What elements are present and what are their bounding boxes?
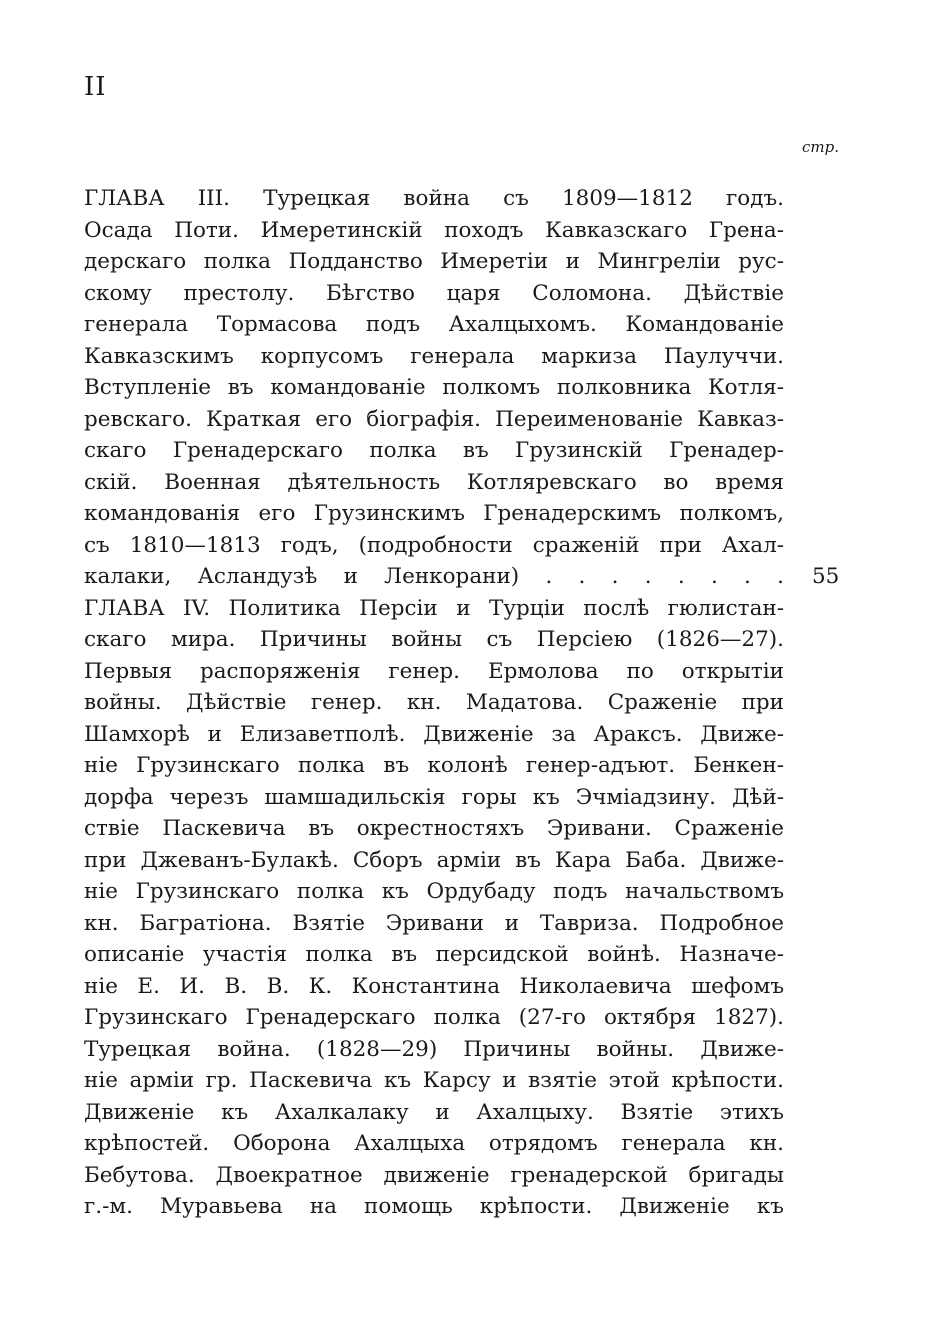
toc-line: ніе Е. И. В. В. К. Константина Николаевича шефомъ [84,973,784,999]
toc-line: Осада Поти. Имеретинскій походъ Кавказскаго Грена- [84,217,784,243]
toc-line: Первыя распоряженія генер. Ермолова по открытіи [84,658,784,684]
toc-line: ствіе Паскевича въ окрестностяхъ Эривани. Сраженіе [84,816,784,841]
toc-line: ревскаго. Краткая его біографія. Переименованіе Кавказ- [84,406,784,432]
toc-line: Движеніе къ Ахалкалаку и Ахалцыху. Взятіе этихъ [84,1099,784,1125]
toc-line: крѣпостей. Оборона Ахалцыха отрядомъ генерала кн. [84,1131,784,1156]
toc-page-ref: 55 [812,564,840,589]
toc-line: скаго мира. Причины войны съ Персіею (1826—27). [84,627,784,652]
toc-line: ніе Грузинскаго полка въ колонѣ генер-адъют. Бенкен- [84,753,784,778]
toc-line: ГЛАВА III. Турецкая война съ 1809—1812 годъ. [84,186,784,211]
toc-line: кн. Багратіона. Взятіе Эривани и Тавриза. Подробное [84,910,784,936]
toc-line: Кавказскимъ корпусомъ генерала маркиза Паулуччи. [84,343,784,369]
toc-line: скій. Военная дѣятельность Котляревскаго во время [84,469,784,495]
toc-line: описаніе участія полка въ персидской войнѣ. Назначе- [84,942,784,967]
toc-line: Бебутова. Двоекратное движеніе гренадерской бригады [84,1162,784,1188]
page-column-header: стр. [802,138,839,156]
toc-line: скому престолу. Бѣгство царя Соломона. Дѣйствіе [84,280,784,306]
toc-line: съ 1810—1813 годъ, (подробности сраженій при Ахал- [84,532,784,558]
toc-line: ГЛАВА IV. Политика Персіи и Турціи послѣ гюлистан- [84,595,784,621]
toc-line: Шамхорѣ и Елизаветполѣ. Движеніе за Араксъ. Движе- [84,721,784,747]
toc-line: г.-м. Муравьева на помощь крѣпости. Движеніе къ [84,1194,784,1219]
table-of-contents [84,183,784,1223]
toc-line: при Джеванъ-Булакѣ. Сборъ арміи въ Кара Баба. Движе- [84,847,784,873]
toc-line: ніе Грузинскаго полка къ Ордубаду подъ начальствомъ [84,879,784,904]
toc-line: генерала Тормасова подъ Ахалцыхомъ. Командованіе [84,312,784,337]
toc-line: дорфа черезъ шамшадильскія горы къ Эчміадзину. Дѣй- [84,784,784,810]
toc-line: Грузинскаго Гренадерскаго полка (27-го октября 1827). [84,1005,784,1030]
toc-line: скаго Гренадерскаго полка въ Грузинскій Гренадер- [84,438,784,463]
toc-line: калаки, Асландузѣ и Ленкорани) . . . . . . . . [84,564,784,589]
page-number: II [84,72,107,102]
toc-line: Вступленіе въ командованіе полкомъ полковника Котля- [84,375,784,400]
toc-line: ніе арміи гр. Паскевича къ Карсу и взятіе этой крѣпости. [84,1068,784,1093]
toc-line: дерскаго полка Подданство Имеретіи и Мингреліи рус- [84,249,784,274]
toc-line: войны. Дѣйствіе генер. кн. Мадатова. Сраженіе при [84,690,784,715]
toc-line: Турецкая война. (1828—29) Причины войны. Движе- [84,1036,784,1062]
toc-line: командованія его Грузинскимъ Гренадерскимъ полкомъ, [84,501,784,526]
